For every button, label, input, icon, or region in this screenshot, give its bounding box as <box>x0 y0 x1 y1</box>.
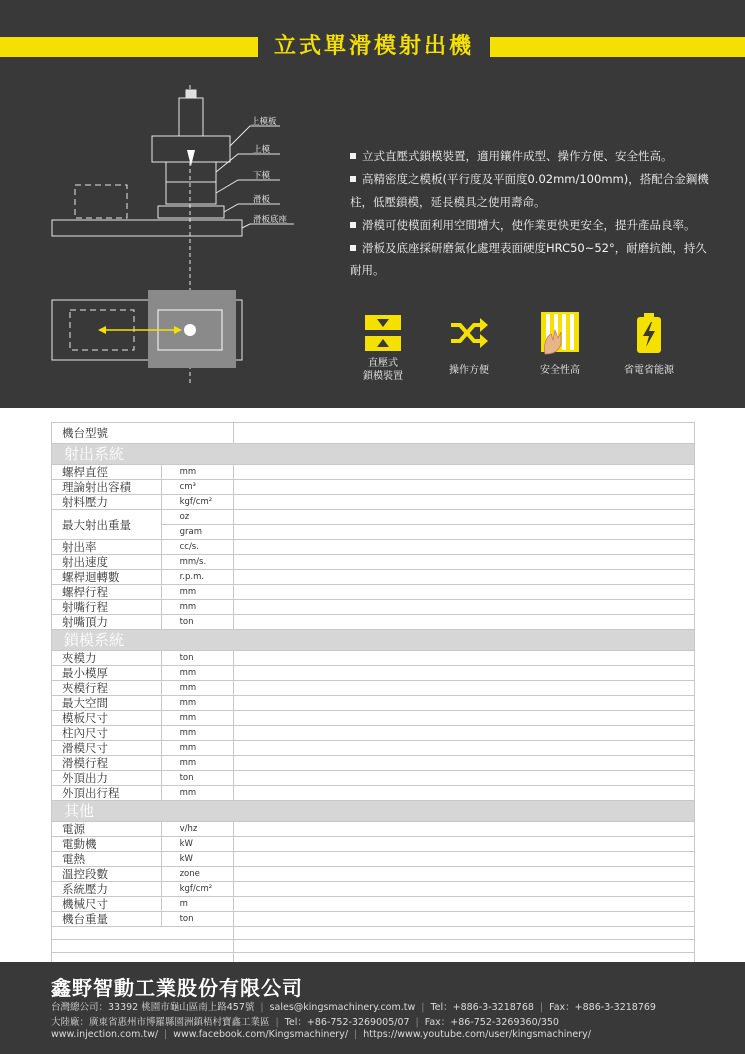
spec-name: 電動機 <box>52 837 162 852</box>
spec-value <box>234 615 695 630</box>
spec-name: 射出速度 <box>52 555 162 570</box>
feature-1: 立式直壓式鎖模裝置，適用鑲件成型、操作方便、安全性高。 <box>350 144 673 168</box>
machine-diagram <box>40 80 310 390</box>
spec-row <box>52 756 695 771</box>
section-header <box>52 444 695 465</box>
spec-value <box>234 822 695 837</box>
china-address: 大陸廠：廣東省惠州市博羅縣園洲鎮梧村寶鑫工業區 <box>51 1017 270 1028</box>
spec-row <box>52 882 695 897</box>
blank-cell <box>52 927 234 940</box>
feature-2-cont: 柱，低壓鎖模，延長模具之使用壽命。 <box>350 195 546 209</box>
spec-value <box>234 480 695 495</box>
spec-value <box>234 711 695 726</box>
spec-value <box>234 600 695 615</box>
spec-unit: mm <box>161 726 233 741</box>
email-link[interactable]: sales@kingsmachinery.com.tw <box>269 1002 416 1013</box>
spec-unit: ton <box>161 615 233 630</box>
spec-unit: mm <box>161 756 233 771</box>
section-header <box>52 630 695 651</box>
label-lower-mold: 下模 <box>253 170 271 180</box>
spec-name: 電熱 <box>52 852 162 867</box>
spec-value <box>234 525 695 540</box>
spec-name: 射出率 <box>52 540 162 555</box>
spec-row <box>52 837 695 852</box>
spec-row <box>52 741 695 756</box>
spec-row <box>52 786 695 801</box>
spec-table <box>51 422 695 966</box>
icon-label-safety: 安全性高 <box>540 365 580 376</box>
spec-unit: mm <box>161 666 233 681</box>
spec-name: 理論射出容積 <box>52 480 162 495</box>
label-upper-mold-plate: 上模板 <box>251 116 277 126</box>
title-bar-right <box>490 37 745 57</box>
spec-unit: cc/s. <box>161 540 233 555</box>
spec-unit: ton <box>161 651 233 666</box>
blank-cell <box>234 940 695 953</box>
spec-unit: oz <box>161 510 233 525</box>
spec-unit: zone <box>161 867 233 882</box>
spec-name: 滑模尺寸 <box>52 741 162 756</box>
spec-name: 螺桿迴轉數 <box>52 570 162 585</box>
spec-name: 電源 <box>52 822 162 837</box>
spec-row <box>52 465 695 480</box>
icon-label-energy: 省電省能源 <box>624 365 674 376</box>
taiwan-fax: Fax：+886-3-3218769 <box>549 1002 656 1013</box>
spec-name: 射嘴行程 <box>52 600 162 615</box>
spec-name: 最小模厚 <box>52 666 162 681</box>
spec-unit: mm <box>161 696 233 711</box>
taiwan-address: 台灣總公司：33392 桃園市龜山區南上路457號 <box>51 1002 255 1013</box>
footer-line-2: 大陸廠：廣東省惠州市博羅縣園洲鎮梧村寶鑫工業區 | Tel：+86-752-3269005/07 | Fax：+86-752-3269360/350 <box>51 1017 559 1028</box>
spec-value <box>234 726 695 741</box>
spec-row <box>52 711 695 726</box>
spec-name: 模板尺寸 <box>52 711 162 726</box>
section-title: 鎖模系統 <box>52 630 695 651</box>
spec-value <box>234 771 695 786</box>
label-slide-base: 滑板底座 <box>253 214 288 224</box>
spec-unit: mm <box>161 786 233 801</box>
spec-unit: mm <box>161 711 233 726</box>
safety-hand-icon <box>537 310 583 356</box>
feature-3: 滑模可使模面利用空間增大，使作業更快更安全，提升產品良率。 <box>350 213 696 237</box>
spec-value <box>234 741 695 756</box>
spec-unit: mm <box>161 741 233 756</box>
spec-row <box>52 852 695 867</box>
spec-row <box>52 510 695 525</box>
spec-row <box>52 540 695 555</box>
spec-value <box>234 696 695 711</box>
spec-unit: mm <box>161 681 233 696</box>
label-slide-plate: 滑板 <box>253 194 271 204</box>
spec-value <box>234 510 695 525</box>
spec-name: 夾模行程 <box>52 681 162 696</box>
spec-row <box>52 555 695 570</box>
spec-value <box>234 912 695 927</box>
spec-name: 外頂出行程 <box>52 786 162 801</box>
spec-name: 溫控段數 <box>52 867 162 882</box>
spec-value <box>234 837 695 852</box>
spec-unit: mm <box>161 465 233 480</box>
spec-value <box>234 555 695 570</box>
spec-unit: m <box>161 897 233 912</box>
spec-row <box>52 822 695 837</box>
china-fax: Fax：+86-752-3269360/350 <box>424 1017 559 1028</box>
blank-row <box>52 927 695 940</box>
blank-cell <box>52 940 234 953</box>
spec-row <box>52 480 695 495</box>
spec-unit: r.p.m. <box>161 570 233 585</box>
spec-unit: kW <box>161 837 233 852</box>
spec-name: 夾模力 <box>52 651 162 666</box>
spec-name: 螺桿行程 <box>52 585 162 600</box>
spec-unit: ton <box>161 771 233 786</box>
blank-cell <box>234 927 695 940</box>
spec-value <box>234 540 695 555</box>
spec-value <box>234 756 695 771</box>
spec-value <box>234 852 695 867</box>
spec-value <box>234 867 695 882</box>
spec-unit: kgf/cm² <box>161 495 233 510</box>
spec-row <box>52 585 695 600</box>
feature-4-cont: 耐用。 <box>350 263 385 277</box>
spec-row <box>52 570 695 585</box>
spec-name: 射料壓力 <box>52 495 162 510</box>
taiwan-tel: Tel：+886-3-3218768 <box>430 1002 534 1013</box>
footer-line-3: www.injection.com.tw/ | www.facebook.com/Kingsmachinery/ | https://www.youtube.com/user/kingsmachinery/ <box>51 1029 591 1040</box>
spec-name: 柱內尺寸 <box>52 726 162 741</box>
footer-line-1: 台灣總公司：33392 桃園市龜山區南上路457號 | sales@kingsmachinery.com.tw | Tel：+886-3-3218768 | Fax：+886-3-3218769 <box>51 1002 656 1013</box>
spec-row <box>52 666 695 681</box>
spec-name: 射嘴頂力 <box>52 615 162 630</box>
spec-value <box>234 897 695 912</box>
page-title: 立式單滑模射出機 <box>273 34 474 59</box>
icon-label-clamp: 直壓式 鎖模裝置 <box>363 358 403 382</box>
spec-unit: ton <box>161 912 233 927</box>
section-header <box>52 801 695 822</box>
spec-name: 最大空間 <box>52 696 162 711</box>
spec-value <box>234 882 695 897</box>
spec-value <box>234 786 695 801</box>
spec-value <box>234 651 695 666</box>
spec-row <box>52 681 695 696</box>
spec-row <box>52 726 695 741</box>
spec-unit: v/hz <box>161 822 233 837</box>
clamp-icon <box>363 313 403 353</box>
spec-name: 滑模行程 <box>52 756 162 771</box>
website-link[interactable]: www.injection.com.tw/ <box>51 1029 159 1040</box>
spec-value <box>234 570 695 585</box>
title-bar-left <box>0 37 258 57</box>
spec-unit: cm³ <box>161 480 233 495</box>
spec-value <box>234 681 695 696</box>
china-tel: Tel：+86-752-3269005/07 <box>284 1017 410 1028</box>
spec-row <box>52 771 695 786</box>
label-upper-mold: 上模 <box>253 144 271 154</box>
model-value <box>234 423 695 444</box>
spec-name: 螺桿直徑 <box>52 465 162 480</box>
spec-unit: kW <box>161 852 233 867</box>
spec-value <box>234 495 695 510</box>
battery-bolt-icon <box>632 313 666 353</box>
spec-row <box>52 696 695 711</box>
spec-name: 系統壓力 <box>52 882 162 897</box>
blank-row <box>52 940 695 953</box>
shuffle-icon <box>448 313 488 353</box>
spec-name: 機台重量 <box>52 912 162 927</box>
spec-row <box>52 495 695 510</box>
spec-value <box>234 585 695 600</box>
spec-value <box>234 465 695 480</box>
spec-row <box>52 867 695 882</box>
spec-name: 外頂出力 <box>52 771 162 786</box>
spec-unit: gram <box>161 525 233 540</box>
spec-row <box>52 912 695 927</box>
spec-unit: mm <box>161 600 233 615</box>
youtube-link[interactable]: https://www.youtube.com/user/kingsmachinery/ <box>363 1029 591 1040</box>
spec-value <box>234 666 695 681</box>
spec-name: 機械尺寸 <box>52 897 162 912</box>
spec-unit: mm <box>161 585 233 600</box>
facebook-link[interactable]: www.facebook.com/Kingsmachinery/ <box>173 1029 349 1040</box>
spec-row <box>52 651 695 666</box>
spec-name: 最大射出重量 <box>52 510 162 540</box>
spec-row <box>52 897 695 912</box>
spec-row <box>52 615 695 630</box>
company-name: 鑫野智動工業股份有限公司 <box>51 976 303 1000</box>
spec-row <box>52 600 695 615</box>
spec-unit: kgf/cm² <box>161 882 233 897</box>
section-title: 射出系統 <box>52 444 695 465</box>
feature-4: 滑板及底座採研磨氮化處理表面硬度HRC50~52°，耐磨抗蝕，持久 <box>350 236 707 260</box>
model-label: 機台型號 <box>52 423 234 444</box>
icon-label-easy: 操作方便 <box>449 365 489 376</box>
model-row <box>52 423 695 444</box>
feature-2: 高精密度之模板(平行度及平面度0.02mm/100mm)，搭配合金鋼機 <box>350 167 709 191</box>
section-title: 其他 <box>52 801 695 822</box>
spec-unit: mm/s. <box>161 555 233 570</box>
